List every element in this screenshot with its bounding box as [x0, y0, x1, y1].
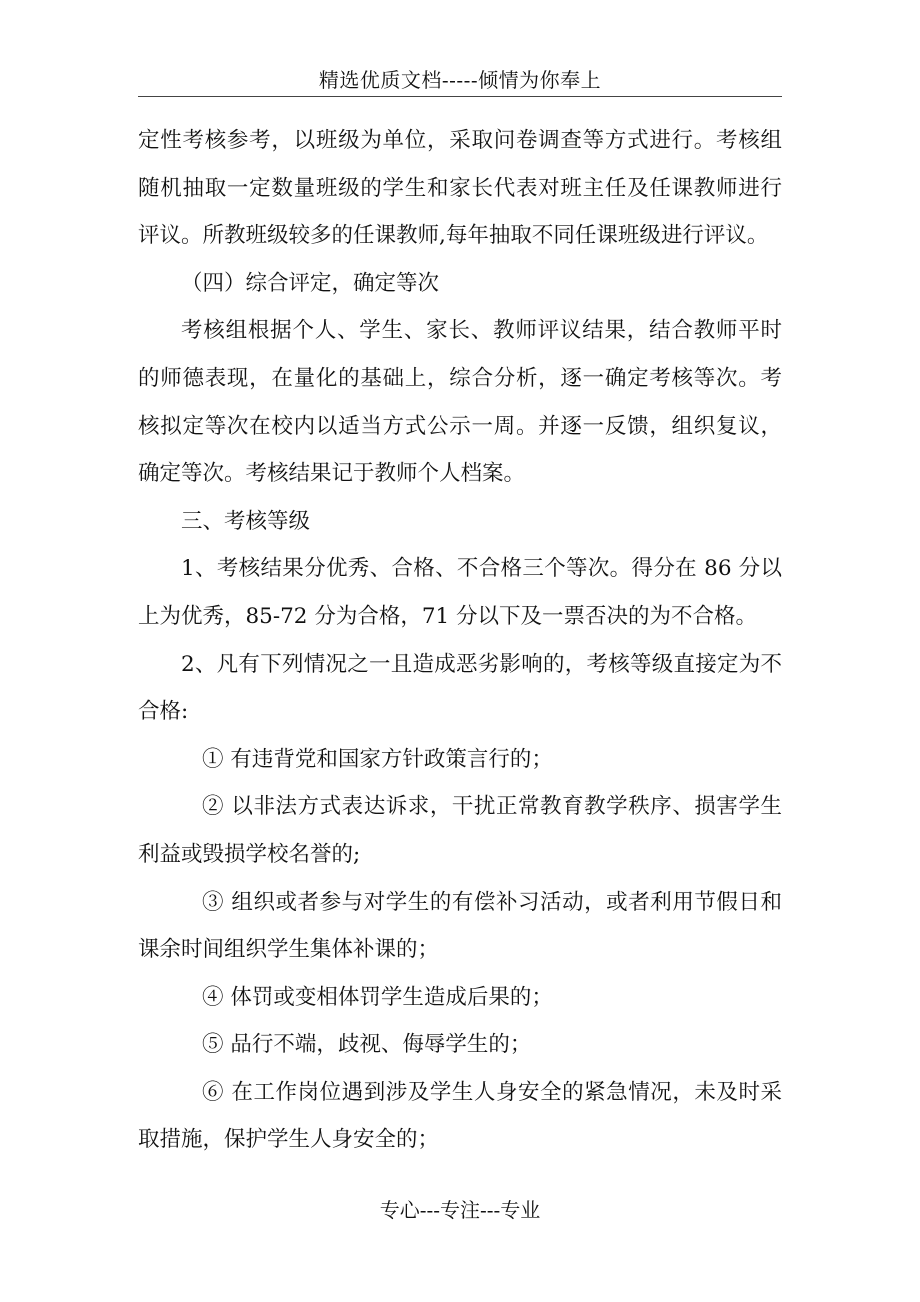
list-item-condition-2: ② 以非法方式表达诉求，干扰正常教育教学秩序、损害学生利益或毁损学校名誉的; — [138, 794, 782, 867]
page-footer: 专心---专注---专业 — [379, 1198, 541, 1222]
list-item-condition-5: ⑤ 品行不端，歧视、侮辱学生的； — [202, 1032, 532, 1058]
paragraph-rating-process: 考核组根据个人、学生、家长、教师评议结果，结合教师平时的师德表现，在量化的基础上，综合分析，逐一确定考核等次。考核拟定等次在校内以适当方式公示一周。并逐一反馈，组织复议，确定等次。考核结果记于教师个人档案。 — [138, 318, 782, 487]
paragraph-disqualifying-conditions: 2、凡有下列情况之一且造成恶劣影响的，考核等级直接定为不合格: — [138, 651, 782, 725]
header-divider — [138, 96, 782, 97]
list-item-condition-1: ① 有违背党和国家方针政策言行的； — [202, 746, 553, 772]
section-heading-comprehensive-rating: （四）综合评定，确定等次 — [181, 270, 440, 296]
list-item-condition-4: ④ 体罚或变相体罚学生造成后果的； — [202, 984, 553, 1010]
section-heading-assessment-grades: 三、考核等级 — [181, 508, 311, 534]
document-body — [138, 117, 782, 1164]
paragraph-grade-levels: 1、考核结果分优秀、合格、不合格三个等次。得分在 86 分以上为优秀，85-72 分为合格，71 分以下及一票否决的为不合格。 — [138, 556, 782, 629]
list-item-condition-3: ③ 组织或者参与对学生的有偿补习活动，或者利用节假日和课余时间组织学生集体补课的； — [138, 889, 782, 963]
paragraph-evaluation-method: 定性考核参考，以班级为单位，采取问卷调查等方式进行。考核组随机抽取一定数量班级的学生和家长代表对班主任及任课教师进行评议。所教班级较多的任课教师,每年抽取不同任课班级进行评议。 — [138, 128, 782, 249]
page-header: 精选优质文档-----倾情为你奉上 — [318, 68, 602, 92]
list-item-condition-6: ⑥ 在工作岗位遇到涉及学生人身安全的紧急情况，未及时采取措施，保护学生人身安全的； — [138, 1079, 782, 1153]
